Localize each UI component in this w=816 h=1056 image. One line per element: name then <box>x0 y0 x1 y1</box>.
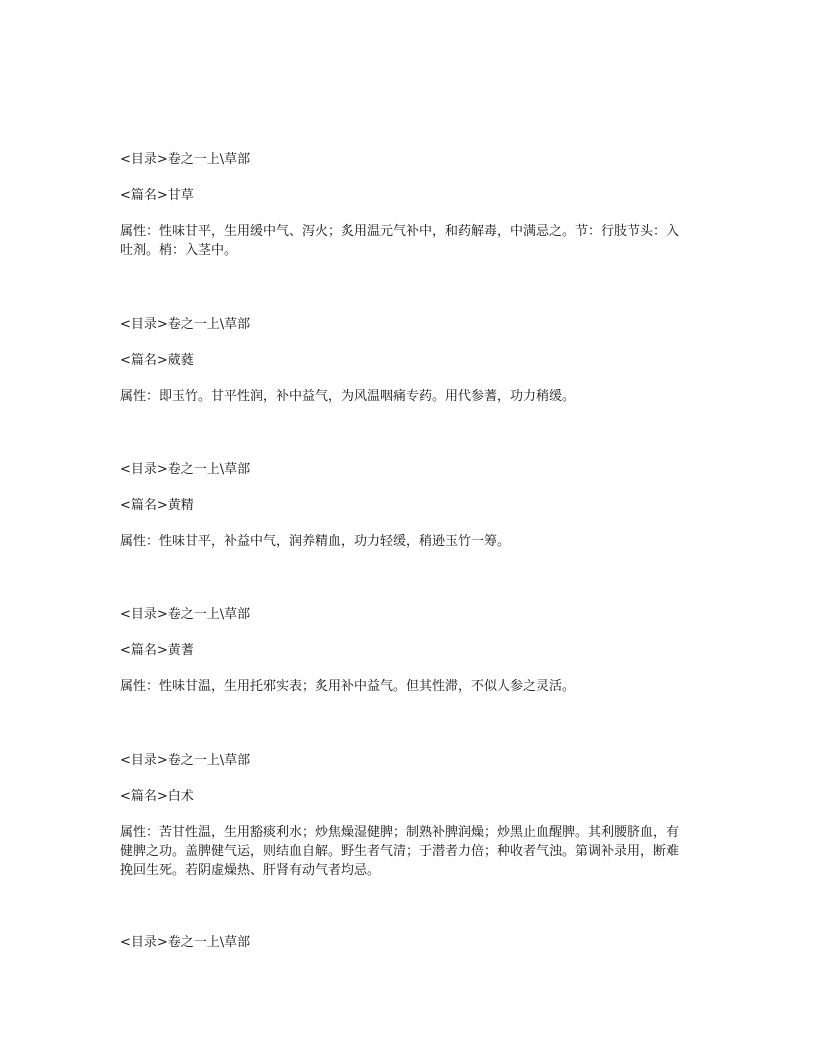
catalog-line: <目录>卷之一上\草部 <box>120 753 251 768</box>
catalog-line: <目录>卷之一上\草部 <box>120 317 251 332</box>
entry-text: 属性：性味甘平，补益中气，润养精血，功力轻缓，稍逊玉竹一筹。 <box>120 534 511 549</box>
catalog-line: <目录>卷之一上\草部 <box>120 462 251 477</box>
entry-title: <篇名>黄精 <box>120 498 194 513</box>
entry-title: <篇名>白术 <box>120 789 194 804</box>
entry-title: <篇名>葳蕤 <box>120 353 194 368</box>
entry-text: 属性：性味甘平，生用缓中气、泻火；炙用温元气补中，和药解毒，中满忌之。节：行肢节头：入吐剂。梢：入茎中。 <box>120 224 680 258</box>
catalog-line: <目录>卷之一上\草部 <box>120 152 251 167</box>
entry-title: <篇名>黄蓍 <box>120 643 194 658</box>
entry-text: 属性：苦甘性温，生用豁痰利水；炒焦燥湿健脾；制熟补脾润燥；炒黑止血醒脾。其利腰脐血，有健脾之功。盖脾健气运，则结血自解。野生者气清；于潜者力倍；种收者气浊。第调补录用，断难挽回生死。若阴虚燥热、肝肾有动气者均忌。 <box>120 825 680 878</box>
catalog-line: <目录>卷之一上\草部 <box>120 935 251 950</box>
entry-title: <篇名>甘草 <box>120 188 194 203</box>
catalog-line: <目录>卷之一上\草部 <box>120 607 251 622</box>
entry-text: 属性：性味甘温，生用托邪实表；炙用补中益气。但其性滞，不似人参之灵活。 <box>120 679 576 694</box>
entry-text: 属性：即玉竹。甘平性润，补中益气，为风温咽痛专药。用代参蓍，功力稍缓。 <box>120 389 576 404</box>
